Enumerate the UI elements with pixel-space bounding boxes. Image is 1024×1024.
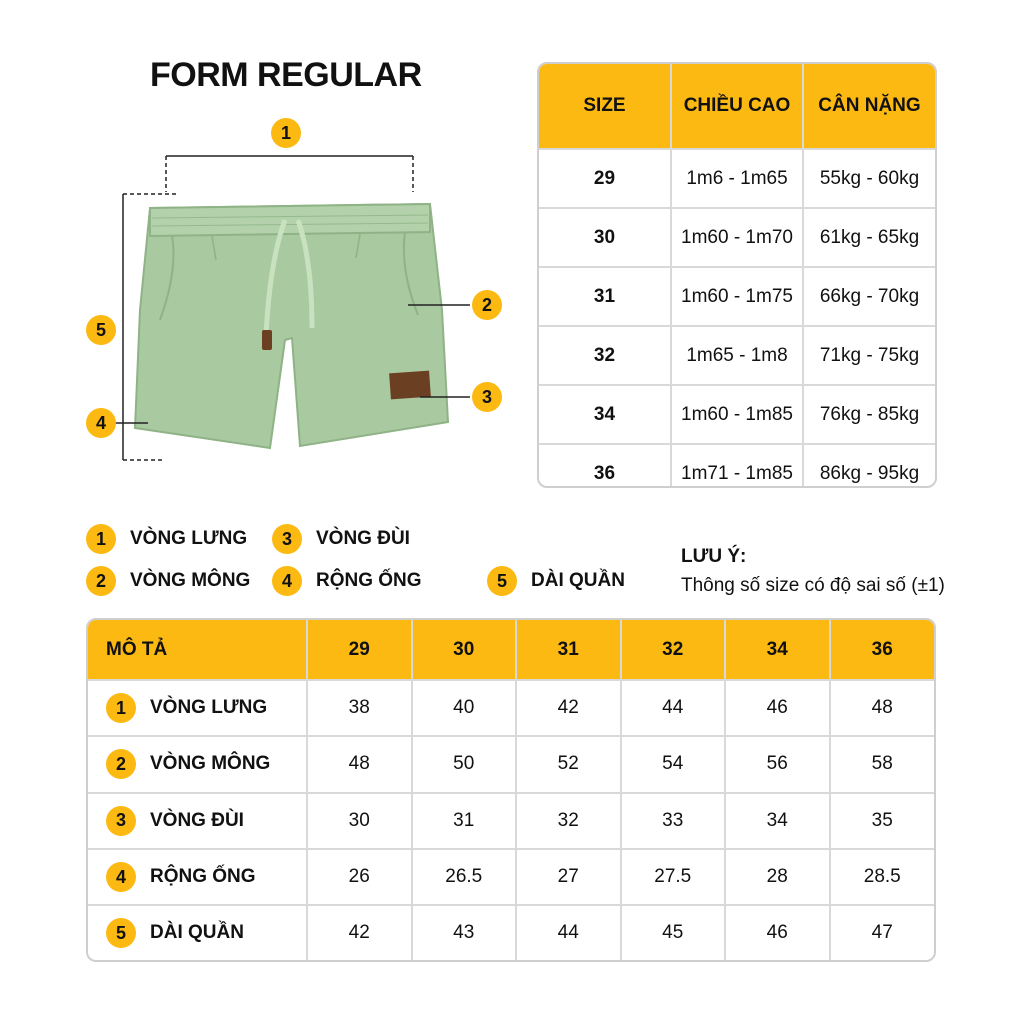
page-title: FORM REGULAR bbox=[150, 56, 422, 94]
weight-cell: 61kg - 65kg bbox=[803, 208, 935, 267]
value-cell: 35 bbox=[830, 793, 935, 849]
height-cell: 1m65 - 1m8 bbox=[671, 326, 803, 385]
table-row bbox=[539, 326, 935, 385]
row-label: VÒNG MÔNG bbox=[150, 753, 271, 775]
table-row bbox=[88, 849, 934, 905]
note-text: Thông số size có độ sai số (±1) bbox=[681, 575, 945, 596]
size-chart-header bbox=[539, 64, 935, 149]
size-cell: 32 bbox=[539, 326, 671, 385]
legend-number: 2 bbox=[86, 566, 116, 596]
header-size-32: 32 bbox=[621, 620, 726, 680]
value-cell: 40 bbox=[412, 680, 517, 736]
description-cell bbox=[88, 736, 307, 792]
description-cell bbox=[88, 849, 307, 905]
value-cell: 44 bbox=[621, 680, 726, 736]
table-row bbox=[539, 149, 935, 208]
table-row bbox=[539, 444, 935, 488]
note-title: LƯU Ý: bbox=[681, 546, 747, 567]
value-cell: 26.5 bbox=[412, 849, 517, 905]
value-cell: 34 bbox=[725, 793, 830, 849]
legend-label: VÒNG MÔNG bbox=[130, 570, 251, 591]
value-cell: 28 bbox=[725, 849, 830, 905]
value-cell: 31 bbox=[412, 793, 517, 849]
size-cell: 36 bbox=[539, 444, 671, 488]
weight-cell: 55kg - 60kg bbox=[803, 149, 935, 208]
weight-cell: 71kg - 75kg bbox=[803, 326, 935, 385]
value-cell: 48 bbox=[307, 736, 412, 792]
value-cell: 56 bbox=[725, 736, 830, 792]
row-number: 3 bbox=[106, 806, 136, 836]
value-cell: 45 bbox=[621, 905, 726, 960]
row-label: DÀI QUẦN bbox=[150, 922, 244, 944]
height-cell: 1m6 - 1m65 bbox=[671, 149, 803, 208]
row-number: 4 bbox=[106, 862, 136, 892]
row-label: VÒNG ĐÙI bbox=[150, 809, 244, 831]
table-row bbox=[539, 385, 935, 444]
description-cell bbox=[88, 680, 307, 736]
value-cell: 43 bbox=[412, 905, 517, 960]
legend-number: 1 bbox=[86, 524, 116, 554]
value-cell: 42 bbox=[516, 680, 621, 736]
measurement-header bbox=[88, 620, 934, 680]
value-cell: 28.5 bbox=[830, 849, 935, 905]
row-number: 1 bbox=[106, 693, 136, 723]
legend-item bbox=[86, 524, 247, 554]
height-cell: 1m60 - 1m70 bbox=[671, 208, 803, 267]
table-row bbox=[88, 793, 934, 849]
table-row bbox=[88, 736, 934, 792]
value-cell: 42 bbox=[307, 905, 412, 960]
value-cell: 38 bbox=[307, 680, 412, 736]
marker-5: 5 bbox=[86, 315, 116, 345]
row-label: RỘNG ỐNG bbox=[150, 866, 256, 888]
header-size: SIZE bbox=[539, 64, 671, 149]
legend-item bbox=[487, 566, 625, 596]
header-size-29: 29 bbox=[307, 620, 412, 680]
value-cell: 46 bbox=[725, 905, 830, 960]
value-cell: 33 bbox=[621, 793, 726, 849]
header-size-36: 36 bbox=[830, 620, 935, 680]
header-description: MÔ TẢ bbox=[88, 620, 307, 680]
shorts-diagram bbox=[0, 110, 520, 480]
size-cell: 31 bbox=[539, 267, 671, 326]
height-cell: 1m60 - 1m85 bbox=[671, 385, 803, 444]
description-cell bbox=[88, 793, 307, 849]
row-label: VÒNG LƯNG bbox=[150, 697, 268, 719]
marker-3: 3 bbox=[472, 382, 502, 412]
value-cell: 47 bbox=[830, 905, 935, 960]
size-chart bbox=[537, 62, 937, 488]
legend-item bbox=[272, 566, 422, 596]
table-row bbox=[88, 905, 934, 960]
header-size-30: 30 bbox=[412, 620, 517, 680]
shorts-shape bbox=[135, 204, 448, 448]
value-cell: 30 bbox=[307, 793, 412, 849]
value-cell: 46 bbox=[725, 680, 830, 736]
height-cell: 1m71 - 1m85 bbox=[671, 444, 803, 488]
legend-label: RỘNG ỐNG bbox=[316, 570, 422, 591]
legend-label: DÀI QUẦN bbox=[531, 570, 625, 591]
height-cell: 1m60 - 1m75 bbox=[671, 267, 803, 326]
value-cell: 58 bbox=[830, 736, 935, 792]
size-cell: 30 bbox=[539, 208, 671, 267]
value-cell: 27 bbox=[516, 849, 621, 905]
value-cell: 26 bbox=[307, 849, 412, 905]
size-cell: 29 bbox=[539, 149, 671, 208]
value-cell: 52 bbox=[516, 736, 621, 792]
marker-1: 1 bbox=[271, 118, 301, 148]
legend-label: VÒNG LƯNG bbox=[130, 528, 248, 549]
table-row bbox=[88, 680, 934, 736]
row-number: 5 bbox=[106, 918, 136, 948]
size-cell: 34 bbox=[539, 385, 671, 444]
legend-item bbox=[86, 566, 250, 596]
marker-4: 4 bbox=[86, 408, 116, 438]
leather-patch bbox=[389, 371, 431, 400]
legend-item bbox=[272, 524, 410, 554]
marker-2: 2 bbox=[472, 290, 502, 320]
shorts-illustration bbox=[0, 110, 520, 480]
table-row bbox=[539, 267, 935, 326]
weight-cell: 66kg - 70kg bbox=[803, 267, 935, 326]
value-cell: 27.5 bbox=[621, 849, 726, 905]
row-number: 2 bbox=[106, 749, 136, 779]
header-weight: CÂN NẶNG bbox=[803, 64, 935, 149]
value-cell: 32 bbox=[516, 793, 621, 849]
value-cell: 44 bbox=[516, 905, 621, 960]
value-cell: 48 bbox=[830, 680, 935, 736]
legend-number: 3 bbox=[272, 524, 302, 554]
header-size-31: 31 bbox=[516, 620, 621, 680]
measurement-table bbox=[86, 618, 936, 962]
description-cell bbox=[88, 905, 307, 960]
header-height: CHIỀU CAO bbox=[671, 64, 803, 149]
value-cell: 54 bbox=[621, 736, 726, 792]
weight-cell: 86kg - 95kg bbox=[803, 444, 935, 488]
header-size-34: 34 bbox=[725, 620, 830, 680]
table-row bbox=[539, 208, 935, 267]
legend-number: 5 bbox=[487, 566, 517, 596]
legend-label: VÒNG ĐÙI bbox=[316, 528, 410, 549]
legend-number: 4 bbox=[272, 566, 302, 596]
weight-cell: 76kg - 85kg bbox=[803, 385, 935, 444]
value-cell: 50 bbox=[412, 736, 517, 792]
